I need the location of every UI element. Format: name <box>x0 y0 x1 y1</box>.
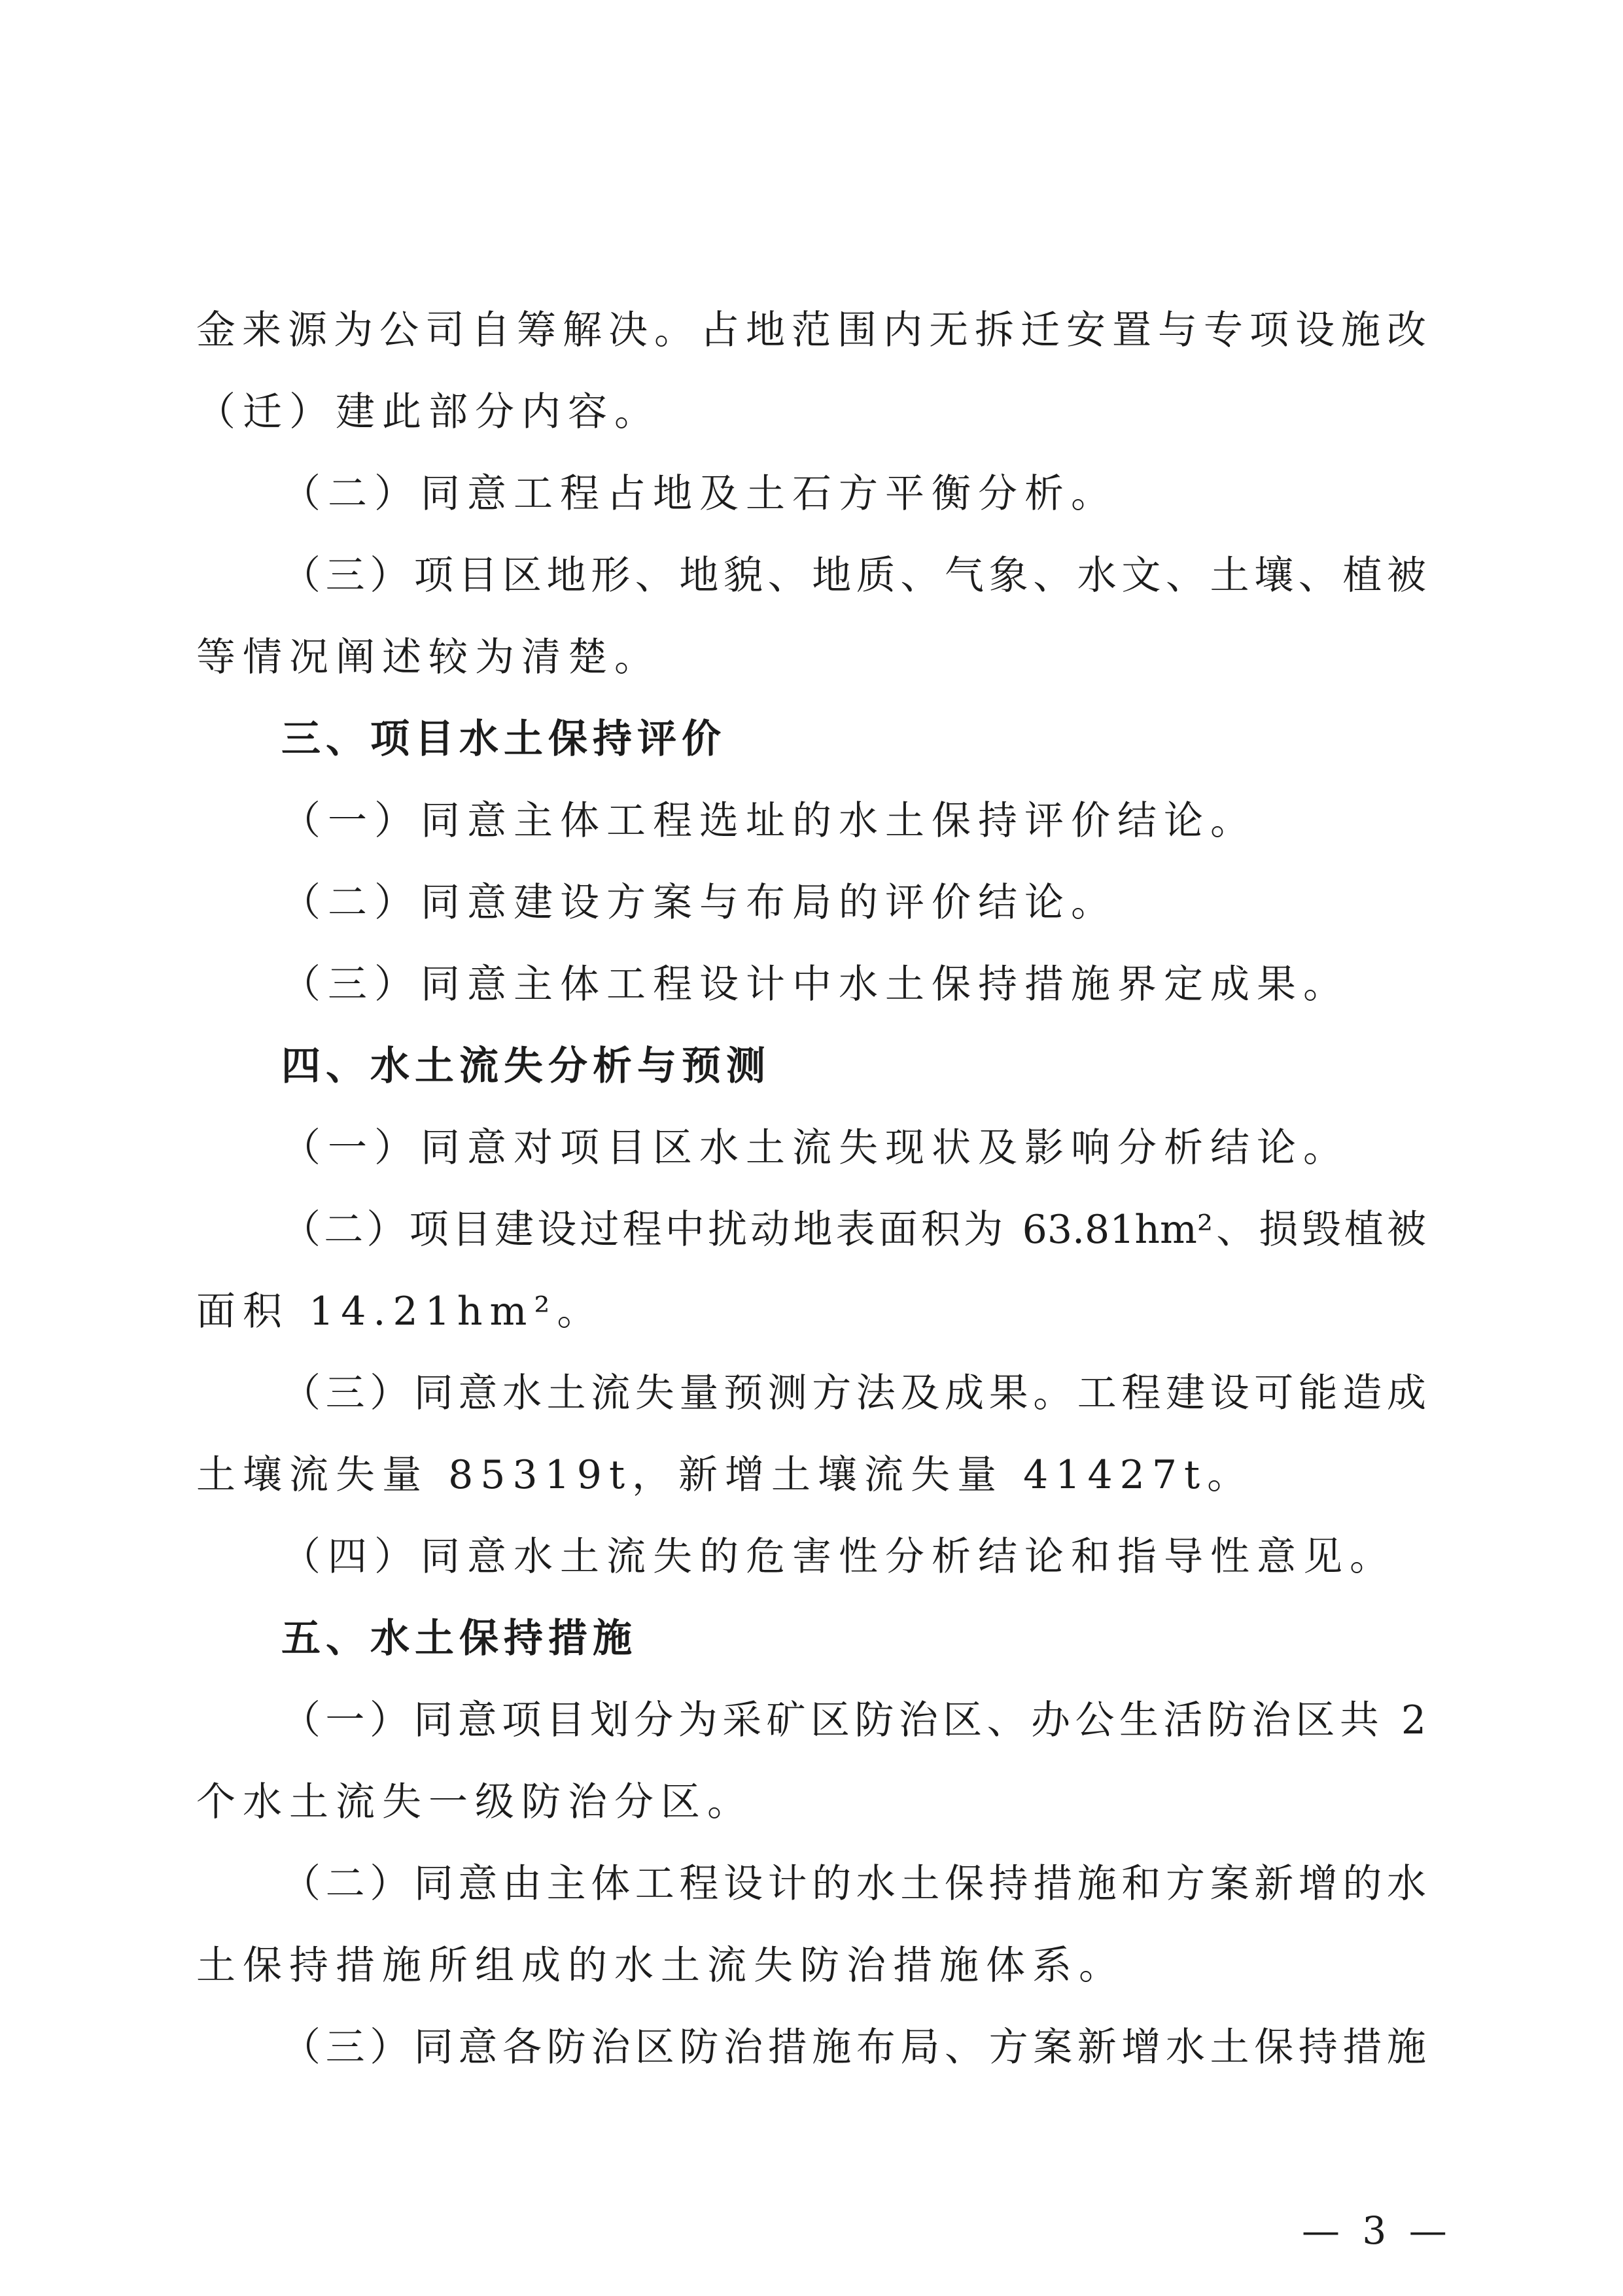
paragraph-line: 金来源为公司自筹解决。占地范围内无拆迁安置与专项设施改 <box>196 307 1426 353</box>
paragraph-line: 土壤流失量 85319t，新增土壤流失量 41427t。 <box>196 1452 1254 1498</box>
paragraph-line: （迁）建此部分内容。 <box>196 389 661 435</box>
paragraph-line: （三）项目区地形、地貌、地质、气象、水文、土壤、植被 <box>281 553 1426 599</box>
section-heading: 五、水土保持措施 <box>281 1616 637 1661</box>
paragraph-line: 个水土流失一级防治分区。 <box>196 1779 754 1825</box>
section-heading: 三、项目水土保持评价 <box>281 716 726 762</box>
paragraph-line: （二）项目建设过程中扰动地表面积为 63.81hm²、损毁植被 <box>281 1207 1426 1253</box>
paragraph-line: （四）同意水土流失的危害性分析结论和指导性意见。 <box>281 1534 1396 1580</box>
paragraph-line: （三）同意水土流失量预测方法及成果。工程建设可能造成 <box>281 1370 1426 1416</box>
paragraph-line: （三）同意主体工程设计中水土保持措施界定成果。 <box>281 962 1350 1007</box>
section-heading: 四、水土流失分析与预测 <box>281 1043 771 1089</box>
paragraph-line: （二）同意工程占地及土石方平衡分析。 <box>281 471 1117 517</box>
paragraph-line: 土保持措施所组成的水土流失防治措施体系。 <box>196 1943 1125 1989</box>
paragraph-line: （三）同意各防治区防治措施布局、方案新增水土保持措施 <box>281 2025 1426 2070</box>
paragraph-line: （二）同意由主体工程设计的水土保持措施和方案新增的水 <box>281 1861 1426 1907</box>
paragraph-line: 面积 14.21hm²。 <box>196 1289 604 1334</box>
paragraph-line: 等情况阐述较为清楚。 <box>196 635 661 680</box>
paragraph-line: （一）同意主体工程选址的水土保持评价结论。 <box>281 798 1257 844</box>
paragraph-line: （二）同意建设方案与布局的评价结论。 <box>281 880 1117 926</box>
page-number: — 3 — <box>1302 2208 1452 2253</box>
paragraph-line: （一）同意对项目区水土流失现状及影响分析结论。 <box>281 1125 1350 1171</box>
paragraph-line: （一）同意项目划分为采矿区防治区、办公生活防治区共 2 <box>281 1697 1426 1743</box>
